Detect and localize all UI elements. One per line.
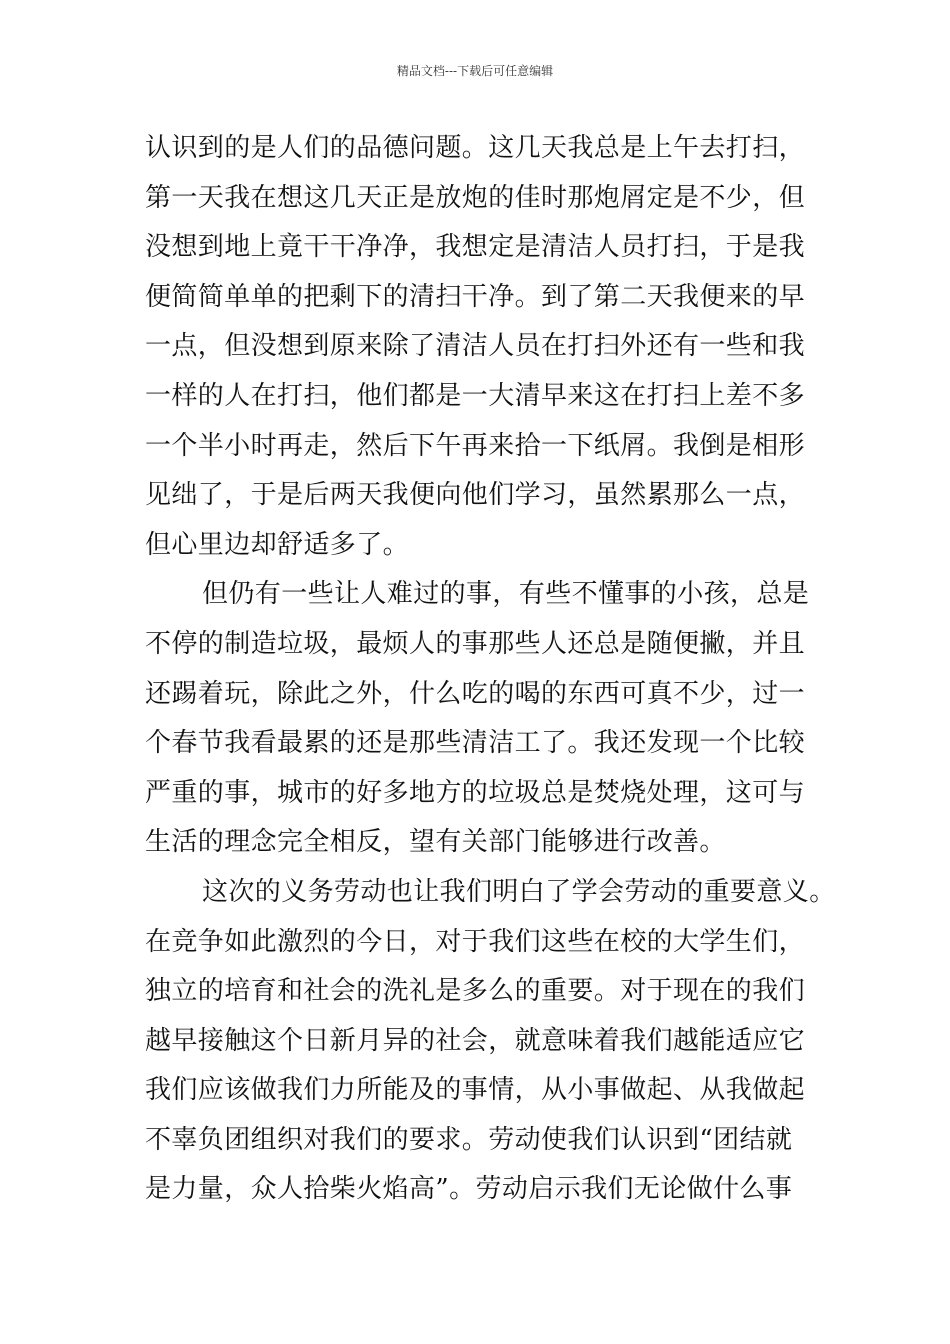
text-line: 但心里边却舒适多了。 — [145, 529, 410, 560]
text-line: 是力量，众人拾柴火焰高”。劳动启示我们无论做什么事 — [145, 1174, 793, 1205]
text-line: 一点，但没想到原来除了清洁人员在打扫外还有一些和我 — [145, 331, 806, 362]
page-header: 精品文档---下载后可任意编辑 — [396, 64, 554, 78]
paragraph-3 — [145, 868, 835, 1215]
paragraph-1 — [145, 124, 835, 570]
text-line: 在竞争如此激烈的今日，对于我们这些在校的大学生们， — [145, 926, 806, 957]
paragraph-2 — [145, 570, 835, 868]
text-line: 认识到的是人们的品德问题。这几天我总是上午去打扫， — [145, 133, 806, 163]
text-line: 不辜负团组织对我们的要求。劳动使我们认识到“团结就 — [145, 1124, 793, 1155]
text-line: 但仍有一些让人难过的事，有些不懂事的小孩，总是 — [202, 579, 810, 610]
text-line: 一样的人在打扫，他们都是一大清早来这在打扫上差不多 — [145, 380, 806, 411]
text-line: 越早接触这个日新月异的社会，就意味着我们越能适应它 — [145, 1025, 806, 1056]
text-line: 便简简单单的把剩下的清扫干净。到了第二天我便来的早 — [145, 281, 806, 312]
text-line: 第一天我在想这几天正是放炮的佳时那炮屑定是不少，但 — [145, 182, 806, 213]
text-line: 生活的理念完全相反，望有关部门能够进行改善。 — [145, 827, 726, 858]
text-line: 我们应该做我们力所能及的事情，从小事做起、从我做起 — [145, 1075, 806, 1106]
document-body — [145, 124, 835, 1215]
text-line: 这次的义务劳动也让我们明白了学会劳动的重要意义。 — [202, 876, 836, 907]
text-line: 没想到地上竟干干净净，我想定是清洁人员打扫，于是我 — [145, 232, 806, 263]
text-line: 还踢着玩，除此之外，什么吃的喝的东西可真不少，过一 — [145, 678, 806, 709]
text-line: 不停的制造垃圾，最烦人的事那些人还总是随便撇，并且 — [145, 628, 806, 659]
text-line: 个春节我看最累的还是那些清洁工了。我还发现一个比较 — [145, 728, 806, 759]
text-line: 独立的培育和社会的洗礼是多么的重要。对于现在的我们 — [145, 976, 806, 1007]
text-line: 见绌了，于是后两天我便向他们学习，虽然累那么一点， — [145, 480, 806, 511]
text-line: 严重的事，城市的好多地方的垃圾总是焚烧处理，这可与 — [145, 777, 806, 808]
text-line: 一个半小时再走，然后下午再来拾一下纸屑。我倒是相形 — [145, 430, 806, 461]
